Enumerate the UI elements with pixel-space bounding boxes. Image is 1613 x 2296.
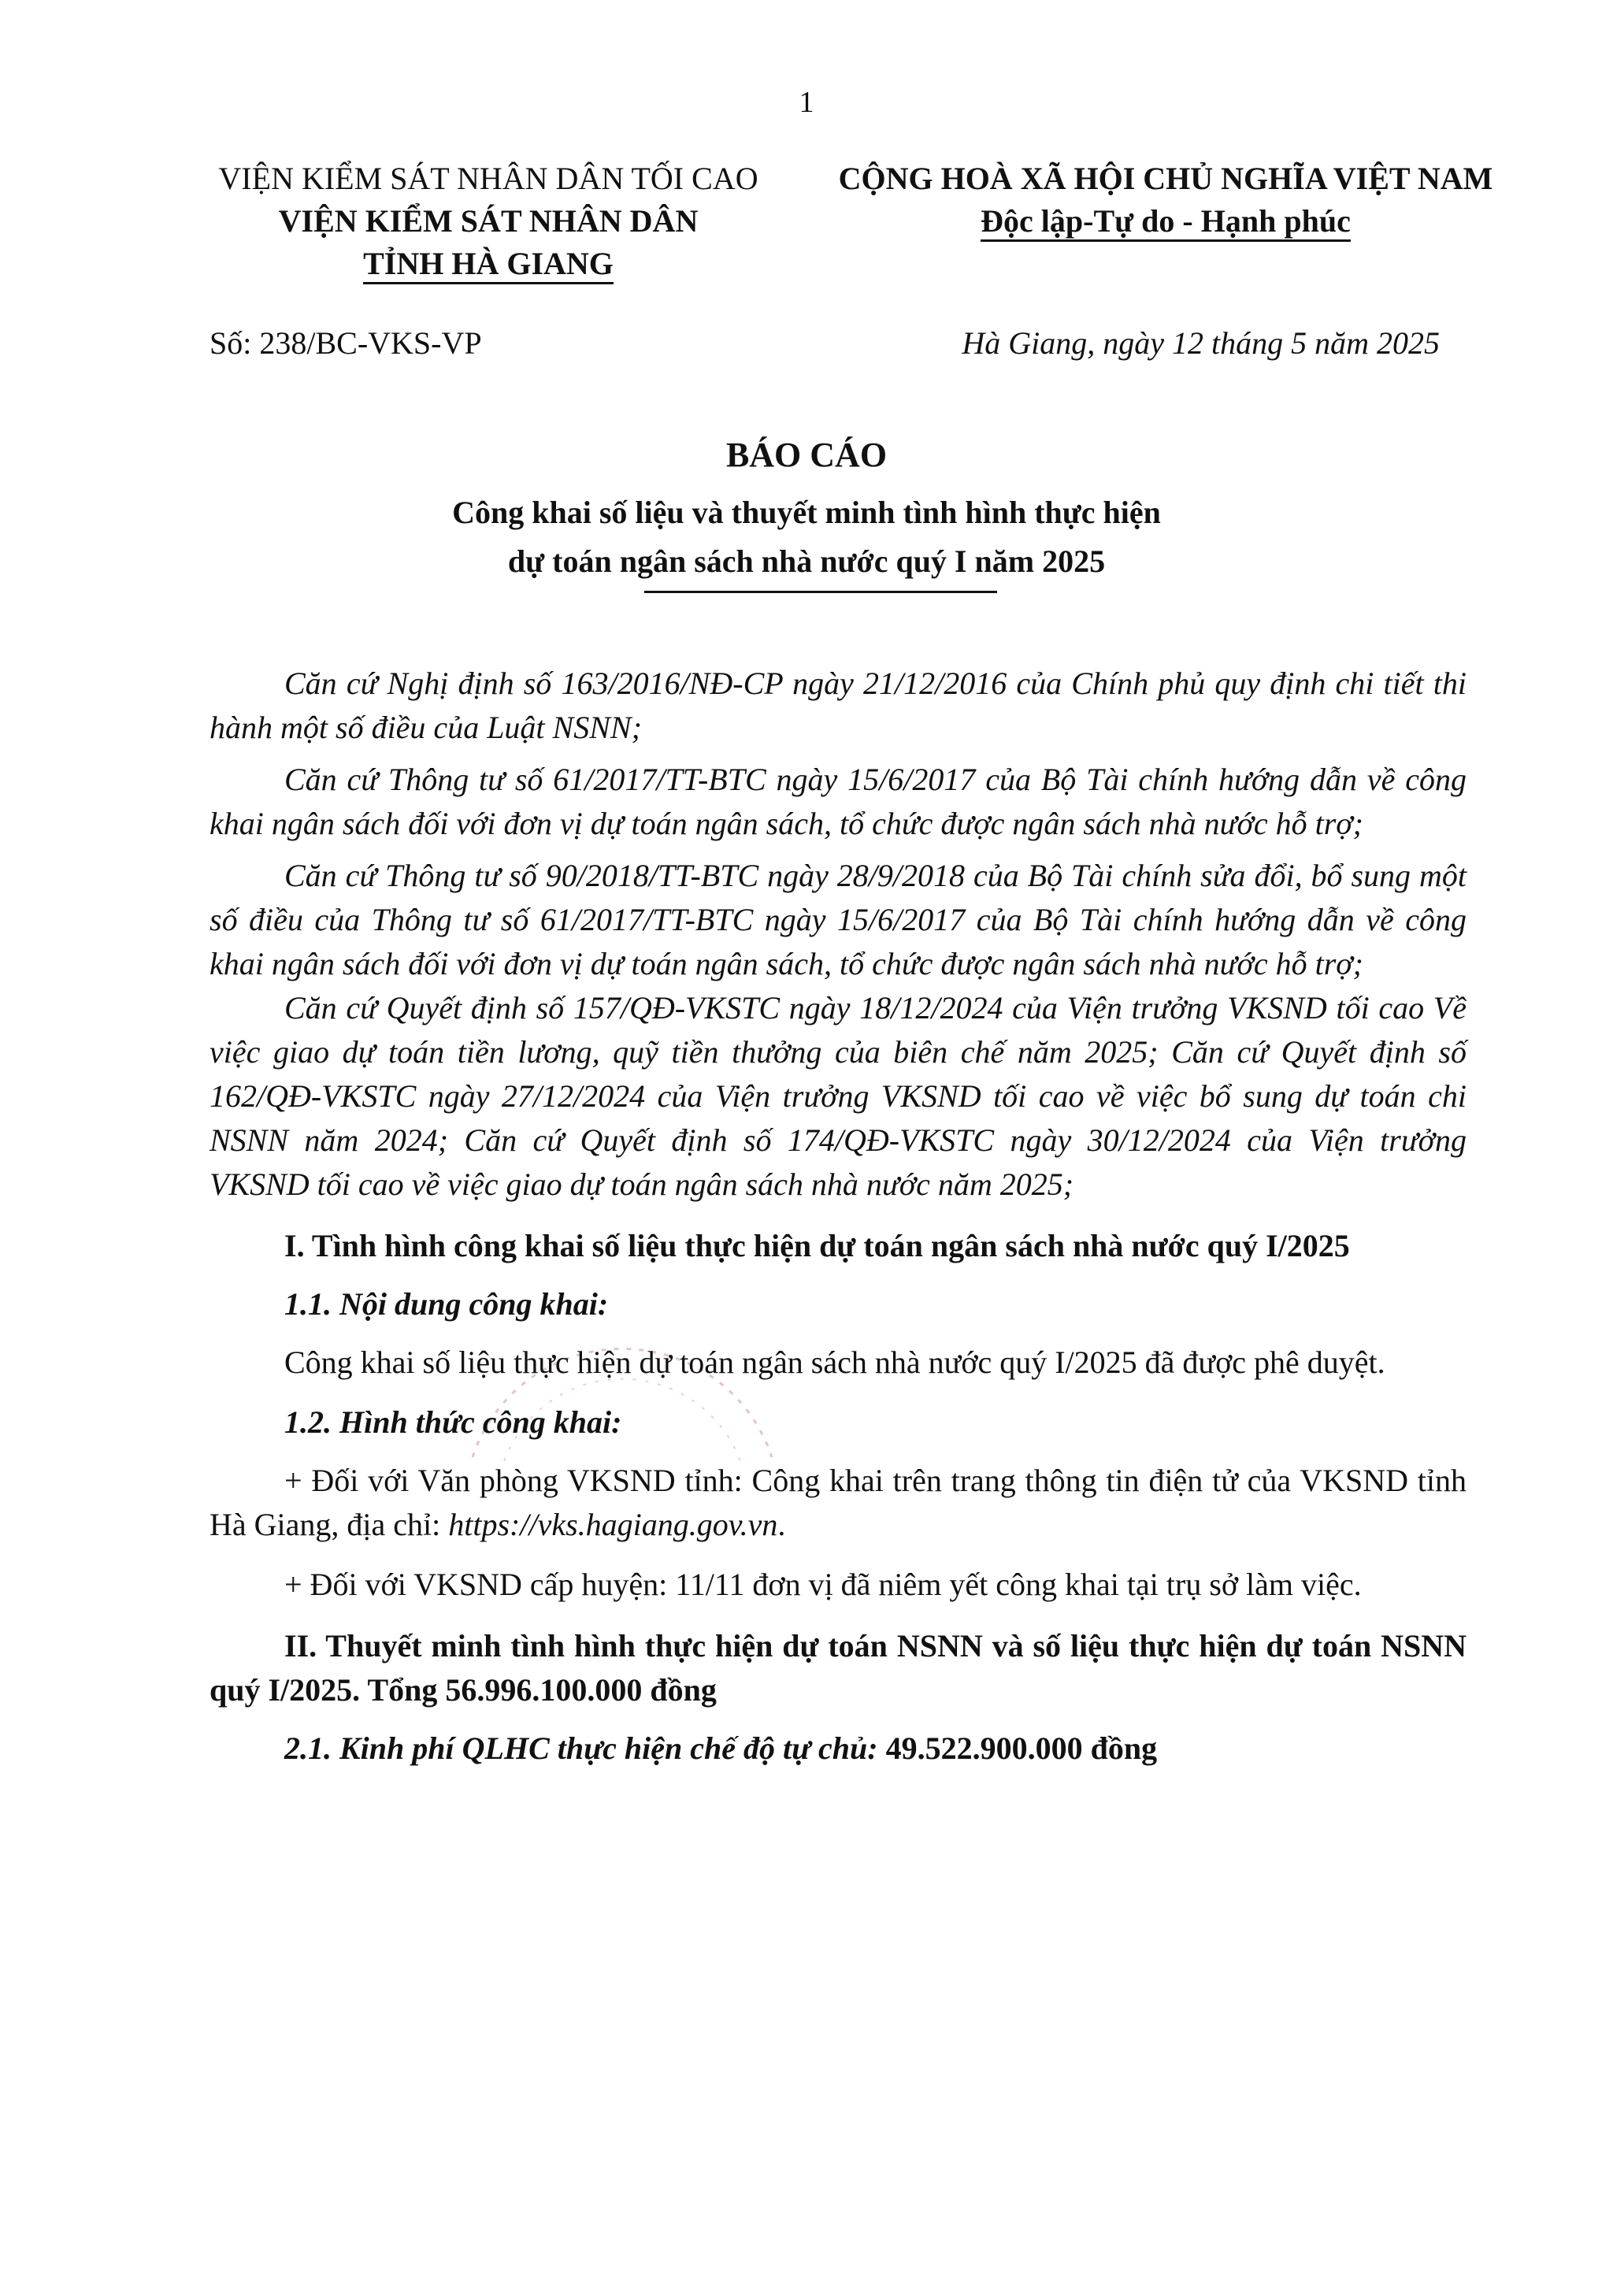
title-underline (644, 591, 997, 593)
issuing-agency-block (189, 158, 788, 285)
section-1-2-item-1 (210, 1459, 1467, 1547)
nation-motto: Độc lập-Tự do - Hạnh phúc (981, 203, 1351, 242)
section-1-heading: I. Tình hình công khai số liệu thực hiện dự toán ngân sách nhà nước quý I/2025 (284, 1228, 1350, 1263)
section-2-1-line (210, 1727, 1467, 1771)
page-number: 1 (799, 86, 814, 119)
agency-name: VIỆN KIỂM SÁT NHÂN DÂN (278, 203, 699, 239)
agency-parent: VIỆN KIỂM SÁT NHÂN DÂN TỐI CAO (218, 161, 758, 196)
nation-name: CỘNG HOÀ XÃ HỘI CHỦ NGHĨA VIỆT NAM (838, 161, 1493, 196)
subtitle-line-2: dự toán ngân sách nhà nước quý I năm 2025 (507, 543, 1106, 579)
report-title: BÁO CÁO (725, 436, 888, 474)
legal-basis-3: Căn cứ Thông tư số 90/2018/TT-BTC ngày 28/9/2018 của Bộ Tài chính sửa đổi, bổ sung một số điều của Thông tư số 61/2017/TT-BTC ngày 15/6/2017 của Bộ Tài chính hướng dẫn về công khai ngân sách đối với đơn vị dự toán ngân sách, tổ chức được ngân sách nhà nước hỗ trợ; (210, 858, 1467, 981)
document-date: Hà Giang, ngày 12 tháng 5 năm 2025 (962, 325, 1440, 361)
document-number: Số: 238/BC-VKS-VP (210, 325, 482, 361)
section-2-heading: II. Thuyết minh tình hình thực hiện dự toán NSNN và số liệu thực hiện dự toán NSNN quý I/2025. Tổng 56.996.100.000 đồng (210, 1628, 1467, 1708)
legal-basis-2: Căn cứ Thông tư số 61/2017/TT-BTC ngày 15/6/2017 của Bộ Tài chính hướng dẫn về công khai ngân sách đối với đơn vị dự toán ngân sách, tổ chức được ngân sách nhà nước hỗ trợ; (210, 762, 1467, 841)
legal-basis-4: Căn cứ Quyết định số 157/QĐ-VKSTC ngày 18/12/2024 của Viện trưởng VKSND tối cao Về việc giao dự toán tiền lương, quỹ tiền thưởng của biên chế năm 2025; Căn cứ Quyết định số 162/QĐ-VKSTC ngày 27/12/2024 của Viện trưởng VKSND tối cao về việc bổ sung dự toán chi NSNN năm 2024; Căn cứ Quyết định số 174/QĐ-VKSTC ngày 30/12/2024 của Viện trưởng VKSND tối cao về việc giao dự toán ngân sách nhà nước năm 2025; (210, 990, 1467, 1202)
website-url: https://vks.hagiang.gov.vn (448, 1507, 778, 1542)
item-1-end: . (777, 1507, 786, 1542)
document-body (210, 662, 1467, 1785)
national-motto-block (811, 158, 1520, 243)
agency-province: TỈNH HÀ GIANG (363, 246, 614, 284)
section-1-1-text: Công khai số liệu thực hiện dự toán ngân sách nhà nước quý I/2025 đã được phê duyệt. (284, 1345, 1385, 1380)
subtitle-line-1: Công khai số liệu và thuyết minh tình hình thực hiện (452, 495, 1161, 530)
section-1-1-heading: 1.1. Nội dung công khai: (284, 1286, 609, 1322)
report-subtitle (0, 488, 1613, 586)
section-2-1-amount: 49.522.900.000 đồng (885, 1730, 1158, 1766)
section-1-2-item-2: + Đối với VKSND cấp huyện: 11/11 đơn vị đã niêm yết công khai tại trụ sở làm việc. (284, 1567, 1362, 1602)
section-1-2-heading: 1.2. Hình thức công khai: (284, 1404, 622, 1440)
item-1-text: + Đối với Văn phòng VKSND tỉnh: Công khai trên trang thông tin điện tử của VKSND tỉnh Hà Giang, địa chỉ: (210, 1463, 1467, 1542)
section-2-1-label: 2.1. Kinh phí QLHC thực hiện chế độ tự chủ: (284, 1730, 886, 1766)
legal-basis-1: Căn cứ Nghị định số 163/2016/NĐ-CP ngày 21/12/2016 của Chính phủ quy định chi tiết thi hành một số điều của Luật NSNN; (210, 666, 1467, 745)
